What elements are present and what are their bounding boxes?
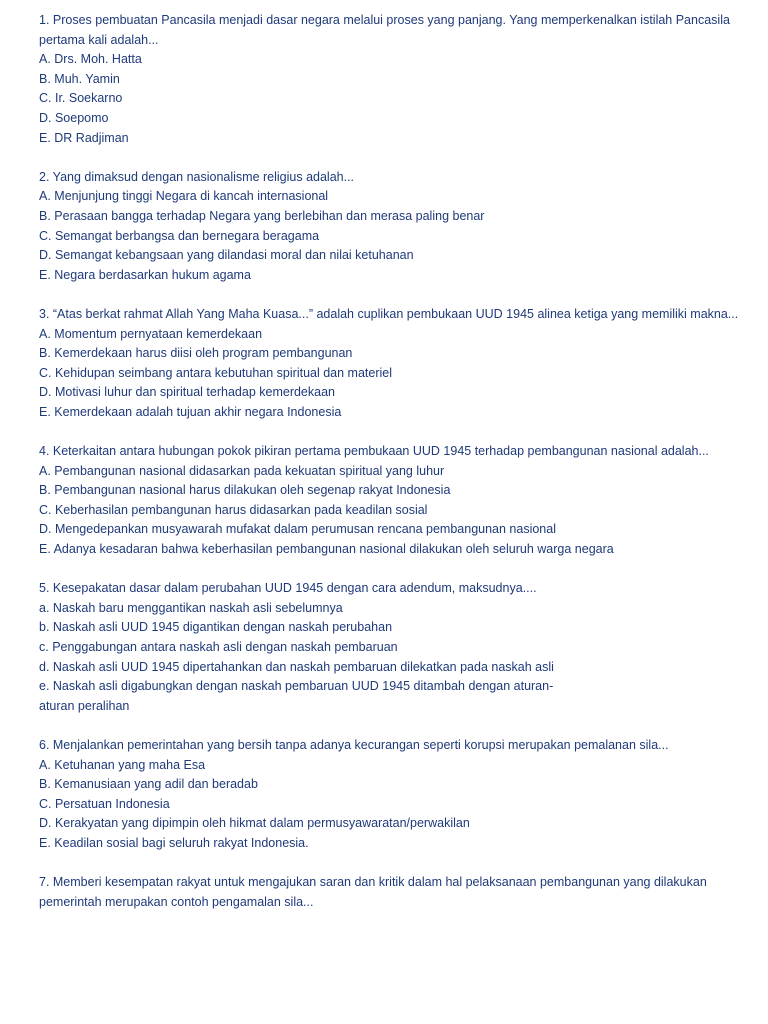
option-b: B. Kemerdekaan harus diisi oleh program pembangunan [39,346,353,361]
option-c: C. Semangat berbangsa dan bernegara beragama [39,228,320,243]
option-b: b. Naskah asli UUD 1945 digantikan dengan naskah perubahan [39,620,393,635]
question-text: 5. Kesepakatan dasar dalam perubahan UUD 1945 dengan cara adendum, maksudnya.... [39,581,537,596]
option-c: c. Penggabungan antara naskah asli dengan naskah pembaruan [39,640,398,654]
option-b: B. Kemanusiaan yang adil dan beradab [39,777,258,792]
option-e: E. Negara berdasarkan hukum agama [39,267,251,282]
option-b: B. Pembangunan nasional harus dilakukan oleh segenap rakyat Indonesia [39,483,451,498]
option-c: C. Kehidupan seimbang antara kebutuhan spiritual dan materiel [39,365,393,380]
question-text: 3. “Atas berkat rahmat Allah Yang Maha Kuasa...” adalah cuplikan pembukaan UUD 1945 alinea ketiga yang memiliki makna... [39,306,739,321]
question-6 [39,736,754,854]
question-text: 1. Proses pembuatan Pancasila menjadi dasar negara melalui proses yang panjang. Yang memperkenalkan istilah Pancasila pertama kali adalah... [39,13,730,47]
option-c: C. Keberhasilan pembangunan harus didasarkan pada keadilan sosial [39,502,428,517]
option-d: D. Semangat kebangsaan yang dilandasi moral dan nilai ketuhanan [39,248,414,263]
option-e: e. Naskah asli digabungkan dengan naskah pembaruan UUD 1945 ditambah dengan aturan- [39,679,554,694]
question-4 [39,442,754,560]
option-e: E. DR Radjiman [39,130,129,145]
question-7 [39,873,754,912]
option-a: A. Pembangunan nasional didasarkan pada kekuatan spiritual yang luhur [39,463,445,478]
option-e: E. Kemerdekaan adalah tujuan akhir negara Indonesia [39,404,342,419]
option-c: C. Ir. Soekarno [39,91,123,106]
option-e: E. Keadilan sosial bagi seluruh rakyat Indonesia. [39,835,309,850]
question-5 [39,579,754,716]
option-e: E. Adanya kesadaran bahwa keberhasilan pembangunan nasional dilakukan oleh seluruh warga negara [39,542,614,557]
option-a: A. Ketuhanan yang maha Esa [39,757,206,772]
option-b: B. Muh. Yamin [39,71,120,86]
option-d: d. Naskah asli UUD 1945 dipertahankan dan naskah pembaruan dilekatkan pada naskah asli [39,659,554,674]
option-e-continued: aturan peralihan [39,698,130,713]
question-1 [39,11,754,148]
question-text: 6. Menjalankan pemerintahan yang bersih tanpa adanya kecurangan seperti korupsi merupakan pemalanan sila... [39,737,669,752]
option-d: D. Kerakyatan yang dipimpin oleh hikmat dalam permusyawaratan/perwakilan [39,816,470,831]
question-text: 7. Memberi kesempatan rakyat untuk mengajukan saran dan kritik dalam hal pelaksanaan pembangunan yang dilakukan pemerintah merupakan contoh pengamalan sila... [39,875,707,909]
option-b: B. Perasaan bangga terhadap Negara yang berlebihan dan merasa paling benar [39,208,485,223]
option-c: C. Persatuan Indonesia [39,796,170,811]
option-a: A. Drs. Moh. Hatta [39,52,142,67]
option-a: A. Momentum pernyataan kemerdekaan [39,326,263,341]
question-2 [39,168,754,286]
question-text: 2. Yang dimaksud dengan nasionalisme religius adalah... [39,169,355,184]
question-list [39,11,754,932]
option-a: A. Menjunjung tinggi Negara di kancah internasional [39,189,329,204]
option-d: D. Motivasi luhur dan spiritual terhadap kemerdekaan [39,385,335,400]
option-d: D. Soepomo [39,110,109,125]
option-a: a. Naskah baru menggantikan naskah asli sebelumnya [39,600,343,615]
option-d: D. Mengedepankan musyawarah mufakat dalam perumusan rencana pembangunan nasional [39,522,556,537]
question-text: 4. Keterkaitan antara hubungan pokok pikiran pertama pembukaan UUD 1945 terhadap pembangunan nasional adalah... [39,444,709,459]
question-3 [39,305,754,423]
